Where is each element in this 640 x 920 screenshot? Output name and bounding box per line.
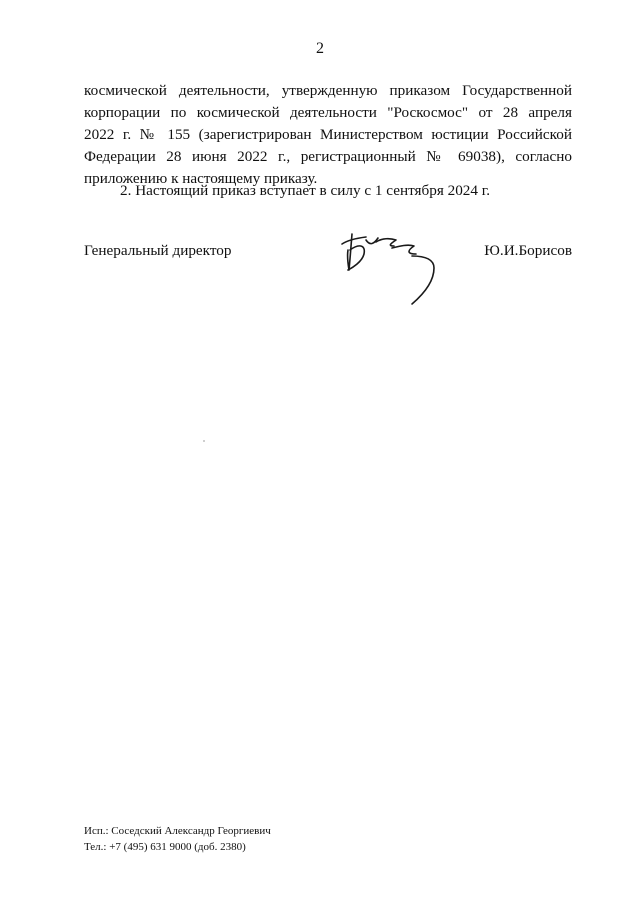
paragraph-2: 2. Настоящий приказ вступает в силу с 1 сентября 2024 г. (120, 182, 491, 199)
page-number: 2 (316, 40, 324, 57)
signatory-name: Ю.И.Борисов (484, 242, 572, 259)
signatory-title: Генеральный директор (84, 242, 232, 259)
paragraph-1-line: 2022 г. № 155 (зарегистрирован Министерством юстиции Российской (84, 126, 572, 143)
footer-phone: Тел.: +7 (495) 631 9000 (доб. 2380) (84, 841, 246, 853)
paragraph-1-line: корпорации по космической деятельности "Роскосмос" от 28 апреля (84, 104, 572, 121)
footer-executor: Исп.: Соседский Александр Георгиевич (84, 825, 271, 837)
paragraph-1-line: Федерации 28 июня 2022 г., регистрационный № 69038), согласно (84, 148, 572, 165)
paragraph-1 (84, 80, 572, 190)
scan-speck (203, 440, 205, 442)
paragraph-1-line: космической деятельности, утвержденную приказом Государственной (84, 82, 572, 99)
handwritten-signature (330, 226, 450, 308)
footer (84, 823, 271, 855)
paragraph-1-line: приложению к настоящему приказу. (84, 170, 318, 187)
